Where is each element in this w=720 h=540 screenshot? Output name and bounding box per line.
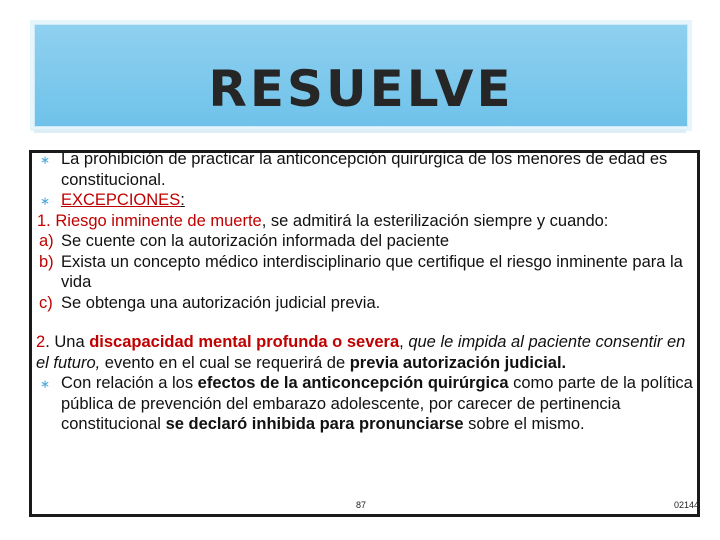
disability-text-c: evento en el cual se requerirá de (100, 353, 350, 372)
paragraph-risk (37, 211, 697, 232)
disability-number: 2 (36, 333, 46, 351)
paragraph-constitutional (37, 149, 697, 190)
list-item (37, 293, 697, 314)
effects-bold-2: se declaró inhibida para pronunciarse (165, 415, 464, 433)
exceptions-colon: : (180, 191, 185, 209)
list-marker: c) (39, 293, 53, 312)
bullet-icon: ∗ (40, 153, 51, 167)
risk-text: , se admitirá la esterilización siempre y cuando: (261, 211, 609, 230)
title-divider (34, 129, 686, 133)
paragraph-text: La prohibición de practicar la anticoncepción quirúrgica de los menores de edad es constitucional. (61, 150, 668, 189)
list-item (37, 252, 697, 293)
list-item (37, 231, 697, 252)
page-number: 87 (356, 500, 367, 510)
title-banner (34, 24, 688, 127)
bullet-icon: ∗ (40, 377, 51, 391)
disability-bold: previa autorización judicial. (349, 353, 567, 372)
list-marker: a) (39, 232, 54, 250)
content-body (37, 149, 697, 435)
risk-heading: Riesgo inminente de muerte (55, 211, 262, 230)
effects-text-c: sobre el mismo. (463, 415, 585, 433)
effects-text-a: Con relación a los (61, 374, 198, 392)
paragraph-disability (36, 332, 697, 373)
document-code: 02144 (674, 500, 700, 510)
list-item-text: Exista un concepto médico interdisciplinario que certifique el riesgo inminente para la vida (61, 252, 683, 291)
page-title: RESUELVE (208, 60, 514, 118)
disability-text-a: . Una (45, 333, 90, 351)
list-item-text: Se obtenga una autorización judicial previa. (61, 293, 381, 312)
paragraph-effects (37, 373, 697, 435)
spacer (37, 313, 697, 332)
list-item-text: Se cuente con la autorización informada del paciente (61, 232, 449, 250)
list-marker: b) (39, 252, 54, 271)
disability-text-b: , (399, 333, 409, 351)
disability-heading: discapacidad mental profunda o severa (89, 333, 400, 351)
risk-number: 1. (37, 211, 56, 230)
effects-text-b: como parte de la política pública de prevención del embarazo adolescente, por carecer de pertinencia constitucional (61, 374, 693, 433)
exceptions-heading: EXCEPCIONES (61, 191, 181, 209)
disability-italic: que le impida al paciente consentir en el futuro, (36, 333, 686, 372)
bullet-icon: ∗ (40, 194, 51, 208)
paragraph-exceptions (37, 190, 697, 211)
effects-bold: efectos de la anticoncepción quirúrgica (197, 374, 509, 392)
